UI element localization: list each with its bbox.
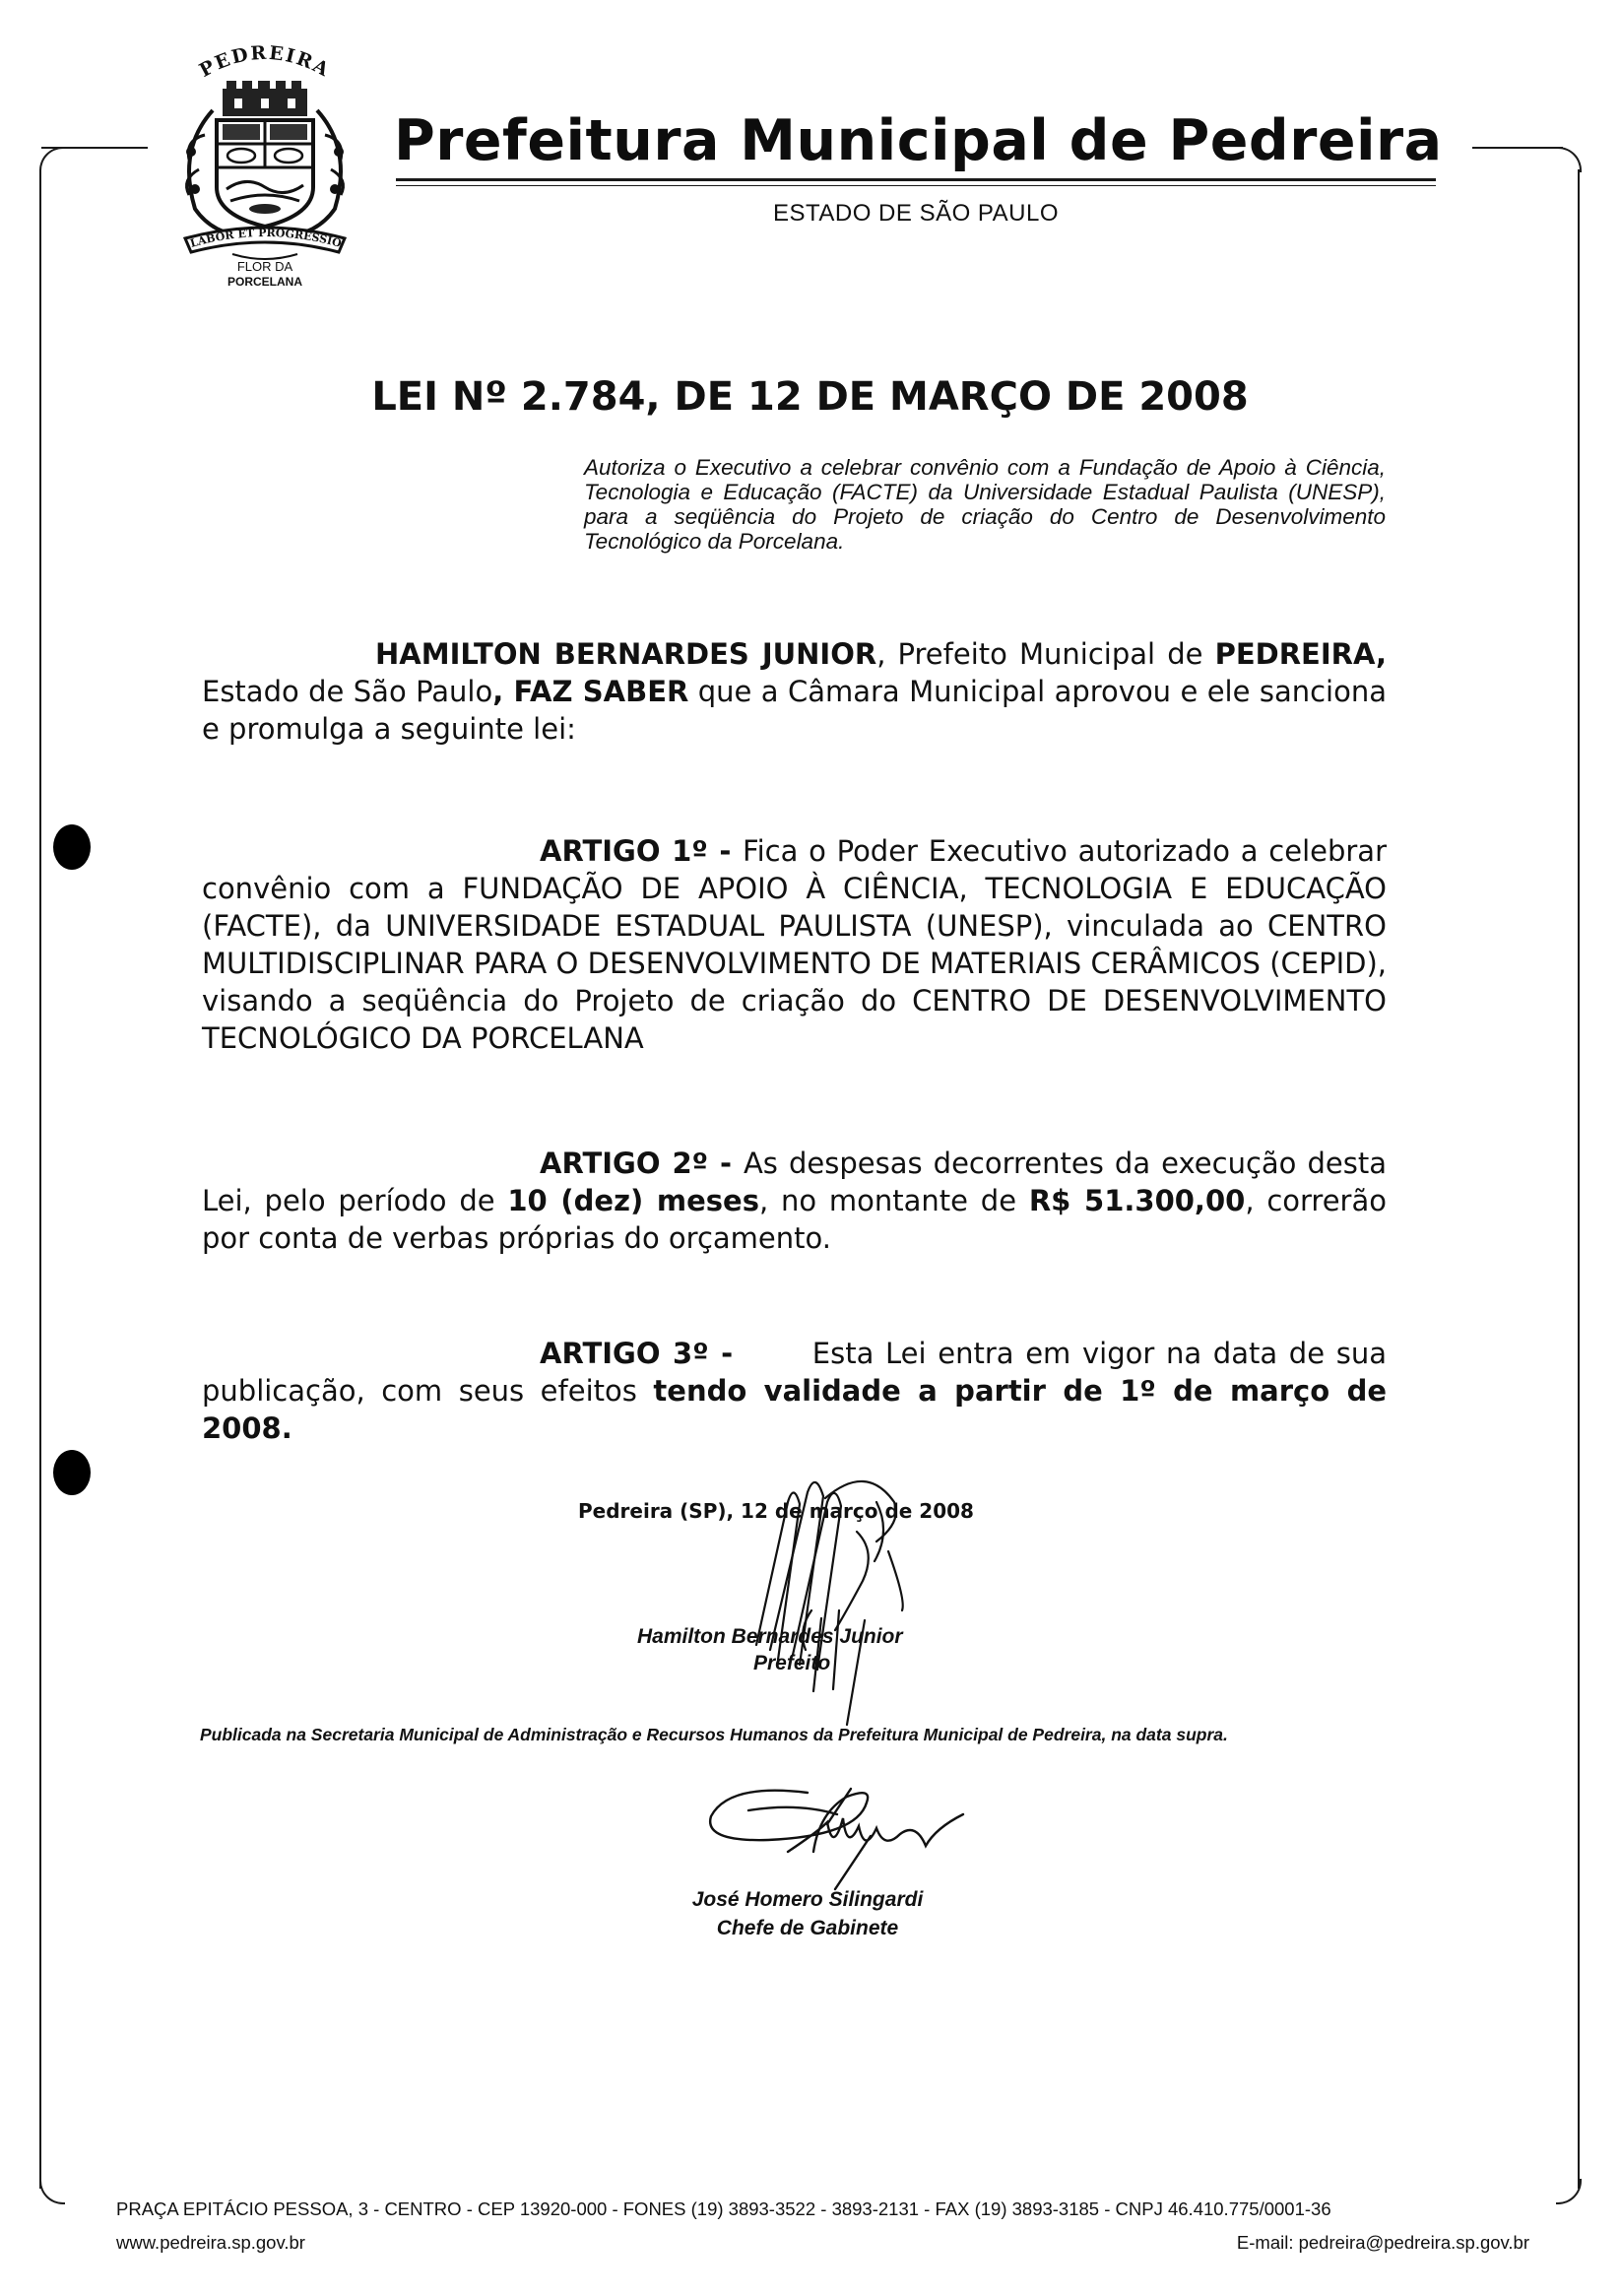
signature-role: Prefeito [753, 1652, 831, 1674]
publication-note: Publicada na Secretaria Municipal de Administração e Recursos Humanos da Prefeitura Municipal de Pedreira, na data supra. [200, 1725, 1228, 1744]
punch-hole-bottom [53, 1450, 91, 1495]
article-2-text: , correrão por conta de verbas próprias do orçamento. [202, 1184, 1387, 1255]
header-subtitle: ESTADO DE SÃO PAULO [772, 200, 1059, 227]
article-2-text: , no montante de [758, 1184, 1029, 1217]
mayor-signature-icon [709, 1463, 965, 1729]
article-2-amount: R$ 51.300,00 [1028, 1184, 1246, 1217]
article-1-heading: ARTIGO 1º - [540, 834, 743, 868]
punch-hole-top [53, 824, 91, 870]
chief-name: José Homero Silingardi [691, 1888, 924, 1911]
faz-saber: , FAZ SABER [492, 675, 689, 708]
footer-address: PRAÇA EPITÁCIO PESSOA, 3 - CENTRO - CEP 13920-000 - FONES (19) 3893-3522 - 3893-2131 - FAX (19) 3893-3185 - CNPJ 46.410.775/0001-36 [116, 2198, 1331, 2219]
article-2-period: 10 (dez) meses [507, 1184, 759, 1217]
header-rule [396, 178, 1436, 181]
article-3-text: Esta Lei entra em vigor na data de sua publicação, com seus efeitos [202, 1337, 1387, 1408]
article-2-text: As despesas decorrentes da execução desta Lei, pelo período de [202, 1147, 1387, 1217]
article-1 [202, 832, 1387, 1057]
article-3-validity: tendo validade a partir de 1º de março de 2008 [202, 1374, 1388, 1445]
preamble-text: Estado de São Paulo [202, 675, 493, 708]
frame-right-line [1578, 169, 1580, 2189]
chief-role: Chefe de Gabinete [716, 1917, 899, 1939]
frame-corner-tl [39, 147, 65, 172]
preamble-text: que a Câmara Municipal aprovou e ele sanciona e promulga a seguinte lei: [202, 675, 1388, 746]
municipal-crest-icon [156, 41, 374, 288]
frame-left-line [39, 169, 41, 2189]
footer-website[interactable]: www.pedreira.sp.gov.br [116, 2232, 305, 2253]
signature-place-date: Pedreira (SP), 12 de março de 2008 [578, 1499, 974, 1523]
preamble-text: , Prefeito Municipal de [876, 637, 1215, 671]
svg-text:PEDREIRA [196, 42, 334, 82]
crest-tagline-1: FLOR DA [236, 259, 293, 274]
frame-corner-br [1556, 2179, 1582, 2204]
footer-email[interactable]: E-mail: pedreira@pedreira.sp.gov.br [1236, 2232, 1529, 2253]
law-title: LEI Nº 2.784, DE 12 DE MARÇO DE 2008 [371, 374, 1249, 420]
article-3 [202, 1335, 1387, 1447]
crest-top-text: PEDREIRA [195, 41, 335, 82]
law-ementa: Autoriza o Executivo a celebrar convênio com a Fundação de Apoio à Ciência, Tecnologia e Educação (FACTE) da Universidade Estadual Paulista (UNESP), para a seqüência do Projeto de criação do Centro de Desenvolvimento Tecnológico da Porcelana. [584, 455, 1386, 554]
frame-top-right-line [1472, 147, 1563, 149]
header-title: Prefeitura Municipal de Pedreira [394, 108, 1443, 173]
city-name: PEDREIRA, [1214, 637, 1387, 671]
article-2 [202, 1145, 1387, 1257]
header-rule-thin [396, 185, 1436, 186]
article-3-text: . [281, 1411, 292, 1445]
article-2-heading: ARTIGO 2º - [540, 1147, 744, 1180]
article-3-heading: ARTIGO 3º - [540, 1337, 745, 1370]
mayor-name: HAMILTON BERNARDES JUNIOR [375, 637, 877, 671]
article-1-text: Fica o Poder Executivo autorizado a celebrar convênio com a FUNDAÇÃO DE APOIO À CIÊNCIA, TECNOLOGIA E EDUCAÇÃO (FACTE), da UNIVERSIDADE ESTADUAL PAULISTA (UNESP), vinculada ao CENTRO MULTIDISCIPLINAR PARA O DESENVOLVIMENTO DE MATERIAIS CERÂMICOS (CEPID), visando a seqüência do Projeto de criação do CENTRO DE DESENVOLVIMENTO TECNOLÓGICO DA PORCELANA [202, 834, 1387, 1055]
frame-corner-bl [39, 2179, 65, 2204]
crest-tagline-2: PORCELANA [227, 275, 303, 288]
chief-signature-icon [689, 1763, 975, 1891]
crest-motto: LABOR ET PROGRESSIO [188, 226, 344, 250]
preamble [202, 635, 1387, 748]
signature-name: Hamilton Bernardes Junior [637, 1625, 903, 1648]
